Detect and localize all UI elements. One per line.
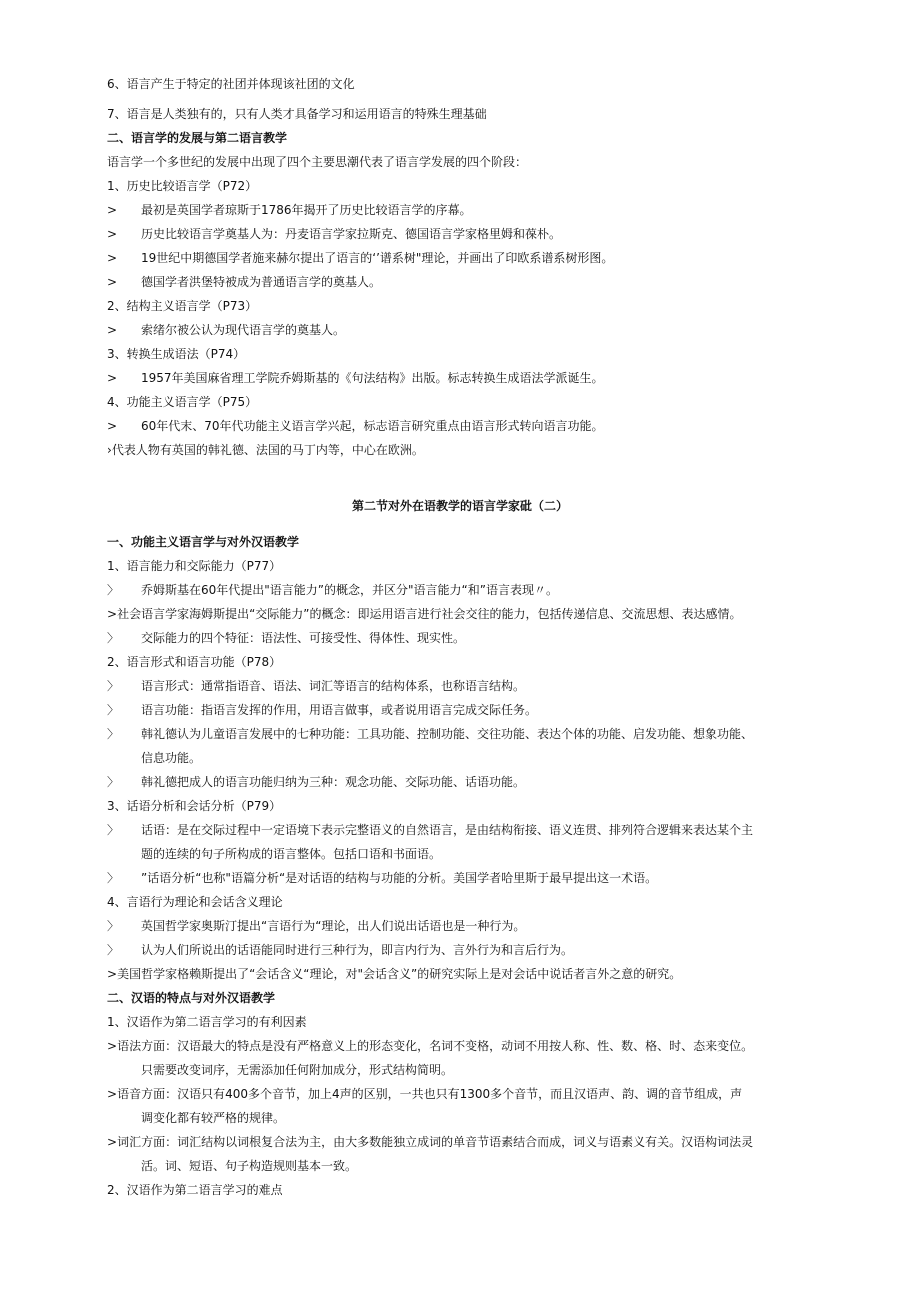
bullet-item bbox=[107, 674, 814, 698]
bullet-item bbox=[107, 270, 814, 294]
bullet-text: 英国哲学家奥斯汀提出“言语行为“理论，出人们说出话语也是一种行为。 bbox=[141, 919, 526, 933]
bullet-marker: 〉 bbox=[107, 943, 120, 957]
bullet-text: 历史比较语言学奠基人为：丹麦语言学家拉斯克、德国语言学家格里姆和葆朴。 bbox=[141, 227, 562, 241]
bullet-marker: 〉 bbox=[107, 703, 120, 717]
subsection-heading: 2、结构主义语言学（P73） bbox=[107, 299, 258, 313]
text-line: 6、语言产生于特定的社团并体现该社团的文化 bbox=[107, 77, 355, 91]
bullet-item bbox=[107, 962, 814, 986]
bullet-text: ”话语分析“也称"语篇分析“是对话语的结构与功能的分析。美国学者哈里斯于最早提出这一术语。 bbox=[141, 871, 658, 885]
bullet-text: 德国学者洪堡特被成为普通语言学的奠基人。 bbox=[141, 275, 382, 289]
subsection-heading: 2、语言形式和语言功能（P78） bbox=[107, 655, 282, 669]
bullet-text: 社会语言学家海姆斯提出“交际能力”的概念：即运用语言进行社会交往的能力，包括传递信息、交流思想、表达感情。 bbox=[117, 607, 742, 621]
bullet-item bbox=[107, 1034, 814, 1058]
bullet-item bbox=[107, 578, 814, 602]
bullet-text: 最初是英国学者琼斯于1786年揭开了历史比较语言学的序幕。 bbox=[141, 203, 472, 217]
bullet-marker: 〉 bbox=[107, 631, 120, 645]
bullet-marker: 〉 bbox=[107, 919, 120, 933]
bullet-text: 语言形式：通常指语音、语法、词汇等语言的结构体系，也称语言结构。 bbox=[141, 679, 526, 693]
bullet-marker: > bbox=[107, 1135, 118, 1149]
subsection-heading: 3、转换生成语法（P74） bbox=[107, 347, 246, 361]
bullet-item bbox=[107, 938, 814, 962]
bullet-item bbox=[107, 626, 814, 650]
bullet-text: 代表人物有英国的韩礼德、法国的马丁内等，中心在欧洲。 bbox=[111, 443, 424, 457]
bullet-text: 语法方面：汉语最大的特点是没有严格意义上的形态变化，名词不变格，动词不用按人称、性、数、格、时、态来变位。 bbox=[117, 1039, 754, 1053]
bullet-text: 60年代末、70年代功能主义语言学兴起，标志语言研究重点由语言形式转向语言功能。 bbox=[141, 419, 604, 433]
bullet-marker: 〉 bbox=[107, 871, 120, 885]
subsection-heading: 2、汉语作为第二语言学习的难点 bbox=[107, 1183, 283, 1197]
bullet-marker: > bbox=[107, 203, 118, 217]
chapter-title: 第二节对外在语教学的语言学家砒（二） bbox=[351, 499, 568, 513]
bullet-item bbox=[107, 318, 814, 342]
bullet-marker: 〉 bbox=[107, 583, 120, 597]
section-heading: 二、汉语的特点与对外汉语教学 bbox=[107, 991, 276, 1005]
text-line: 7、语言是人类独有的，只有人类才具备学习和运用语言的特殊生理基础 bbox=[107, 107, 487, 121]
bullet-item bbox=[107, 698, 814, 722]
text-line: 语言学一个多世纪的发展中出现了四个主要思潮代表了语言学发展的四个阶段： bbox=[107, 155, 528, 169]
bullet-marker: 〉 bbox=[107, 775, 120, 789]
bullet-marker: > bbox=[107, 323, 118, 337]
bullet-item bbox=[107, 914, 814, 938]
bullet-text: 美国哲学家格赖斯提出了“会话含义“理论，对"会话含义”的研究实际上是对会话中说话者言外之意的研究。 bbox=[117, 967, 682, 981]
bullet-marker: 〉 bbox=[107, 727, 120, 741]
bullet-continuation bbox=[107, 746, 814, 770]
bullet-text: 词汇方面：词汇结构以词根复合法为主，由大多数能独立成词的单音节语素结合而成，词义与语素义有关。汉语构词法灵 bbox=[117, 1135, 754, 1149]
bullet-text: 乔姆斯基在60年代提出"语言能力”的概念，并区分"语言能力“和”语言表现〃。 bbox=[141, 583, 558, 597]
bullet-item bbox=[107, 438, 814, 462]
section-heading: 二、语言学的发展与第二语言教学 bbox=[107, 131, 288, 145]
bullet-text: 韩礼德认为儿童语言发展中的七种功能：工具功能、控制功能、交往功能、表达个体的功能、启发功能、想象功能、 bbox=[141, 727, 754, 741]
bullet-continuation bbox=[107, 1106, 814, 1130]
bullet-marker: > bbox=[107, 251, 118, 265]
bullet-text: 19世纪中期德国学者施来赫尔提出了语言的‘’谱系树"理论，并画出了印欧系谱系树形图。 bbox=[141, 251, 614, 265]
bullet-item bbox=[107, 770, 814, 794]
bullet-continuation bbox=[107, 1058, 814, 1082]
subsection-heading: 4、功能主义语言学（P75） bbox=[107, 395, 258, 409]
bullet-item bbox=[107, 366, 814, 390]
bullet-text: 语音方面：汉语只有400多个音节，加上4声的区别，一共也只有1300多个音节，而且汉语声、韵、调的音节组成，声 bbox=[117, 1087, 743, 1101]
bullet-item bbox=[107, 414, 814, 438]
bullet-marker: > bbox=[107, 227, 118, 241]
bullet-text: 语言功能：指语言发挥的作用，用语言做事，或者说用语言完成交际任务。 bbox=[141, 703, 538, 717]
bullet-marker: > bbox=[107, 1087, 118, 1101]
bullet-marker: > bbox=[107, 607, 118, 621]
bullet-item bbox=[107, 222, 814, 246]
bullet-item bbox=[107, 246, 814, 270]
bullet-marker: > bbox=[107, 967, 118, 981]
bullet-item bbox=[107, 198, 814, 222]
bullet-text: 调变化都有较严格的规律。 bbox=[141, 1111, 286, 1125]
section-heading: 一、功能主义语言学与对外汉语教学 bbox=[107, 535, 300, 549]
bullet-text: 话语：是在交际过程中一定语境下表示完整语义的自然语言，是由结构衔接、语义连贯、排列符合逻辑来表达某个主 bbox=[141, 823, 754, 837]
bullet-text: 认为人们所说出的话语能同时进行三种行为，即言内行为、言外行为和言后行为。 bbox=[141, 943, 574, 957]
subsection-heading: 1、语言能力和交际能力（P77） bbox=[107, 559, 282, 573]
bullet-continuation bbox=[107, 842, 814, 866]
subsection-heading: 3、话语分析和会话分析（P79） bbox=[107, 799, 282, 813]
bullet-text: 1957年美国麻省理工学院乔姆斯基的《句法结构》出版。标志转换生成语法学派诞生。 bbox=[141, 371, 604, 385]
bullet-marker: > bbox=[107, 419, 118, 433]
bullet-text: 活。词、短语、句子构造规则基本一致。 bbox=[141, 1159, 358, 1173]
bullet-text: 只需要改变词序，无需添加任何附加成分，形式结构简明。 bbox=[141, 1063, 454, 1077]
subsection-heading: 1、汉语作为第二语言学习的有利因素 bbox=[107, 1015, 307, 1029]
bullet-item bbox=[107, 818, 814, 842]
bullet-item bbox=[107, 1082, 814, 1106]
subsection-heading: 4、言语行为理论和会话含义理论 bbox=[107, 895, 283, 909]
bullet-marker: > bbox=[107, 371, 118, 385]
bullet-marker: 〉 bbox=[107, 679, 120, 693]
bullet-marker: › bbox=[107, 443, 112, 457]
bullet-marker: > bbox=[107, 275, 118, 289]
bullet-item bbox=[107, 1130, 814, 1154]
bullet-text: 题的连续的句子所构成的语言整体。包括口语和书面语。 bbox=[141, 847, 442, 861]
bullet-item bbox=[107, 866, 814, 890]
bullet-text: 韩礼德把成人的语言功能归纳为三种：观念功能、交际功能、话语功能。 bbox=[141, 775, 526, 789]
bullet-item bbox=[107, 602, 814, 626]
subsection-heading: 1、历史比较语言学（P72） bbox=[107, 179, 258, 193]
bullet-item bbox=[107, 722, 814, 746]
bullet-text: 索绪尔被公认为现代语言学的奠基人。 bbox=[141, 323, 346, 337]
bullet-text: 交际能力的四个特征：语法性、可接受性、得体性、现实性。 bbox=[141, 631, 466, 645]
bullet-text: 信息功能。 bbox=[141, 751, 202, 765]
bullet-marker: 〉 bbox=[107, 823, 120, 837]
bullet-marker: > bbox=[107, 1039, 118, 1053]
bullet-continuation bbox=[107, 1154, 814, 1178]
